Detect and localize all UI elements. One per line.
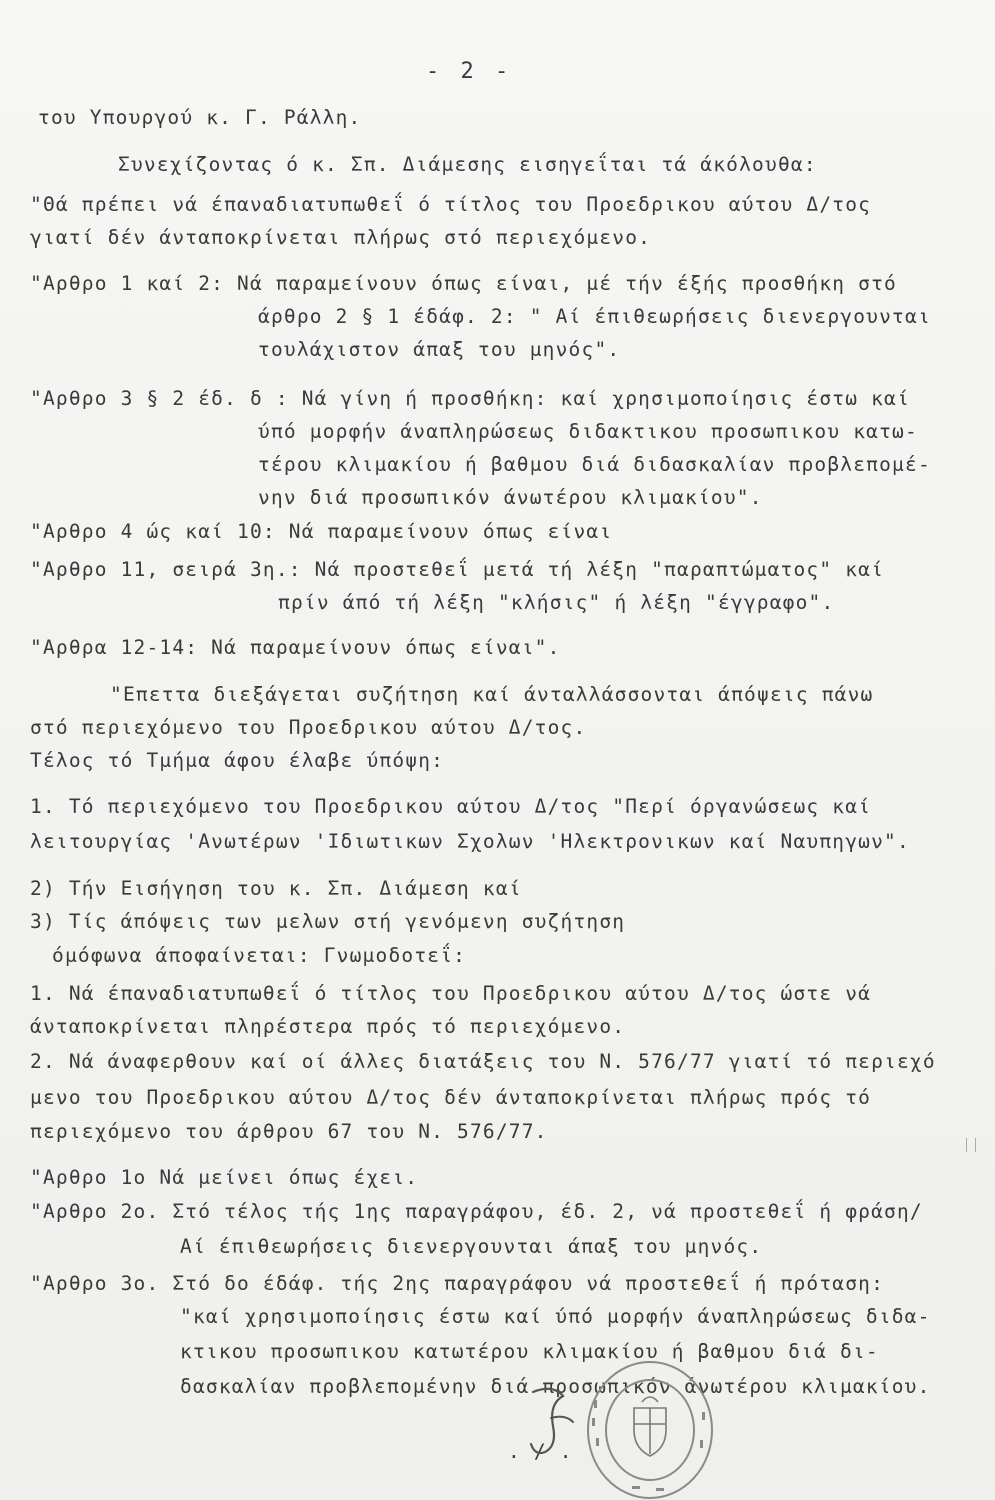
- text-line: περιεχόμενο του άρθρου 67 του Ν. 576/77.: [30, 1120, 548, 1143]
- text-line: νην διά προσωπικόν άνωτέρου κλιμακίου".: [258, 486, 763, 509]
- text-line: του Υπουργού κ. Γ. Ράλλη.: [38, 106, 362, 129]
- text-line: Αί έπιθεωρήσεις διενεργουνται άπαξ του μηνός.: [180, 1235, 763, 1258]
- text-line: "καί χρησιμοποίησις έστω καί ύπό μορφήν άναπληρώσεως διδα-: [180, 1305, 931, 1328]
- text-line: 1. Τό περιεχόμενο του Προεδρικου αύτου Δ/τος "Περί όργανώσεως καί: [30, 795, 872, 818]
- text-line: ύπό μορφήν άναπληρώσεως διδακτικου προσωπικου κατω-: [258, 420, 918, 443]
- text-line: "Αρθρο 11, σειρά 3η.: Νά προστεθεΐ μετά τή λέξη "παραπτώματος" καί: [30, 558, 885, 581]
- text-line: μενο του Προεδρικου αύτου Δ/τος δέν άνταποκρίνεται πλήρως πρός τό: [30, 1086, 872, 1109]
- text-line: 3) Τίς άπόψεις των μελων στή γενόμενη συζήτηση: [30, 910, 626, 933]
- text-line: άνταποκρίνεται πληρέστερα πρός τό περιεχόμενο.: [30, 1015, 626, 1038]
- continuation-mark: . / .: [508, 1440, 573, 1463]
- text-line: τέρου κλιμακίου ή βαθμου διά διδασκαλίαν προβλεπομέ-: [258, 453, 931, 476]
- page-number: - 2 -: [426, 59, 513, 84]
- text-line: "Αρθρο 1 καί 2: Νά παραμείνουν όπως είναι, μέ τήν έξής προσθήκη στό: [30, 272, 897, 295]
- text-line: "Αρθρο 1ο Νά μείνει όπως έχει.: [30, 1166, 419, 1189]
- margin-mark: [966, 1138, 976, 1152]
- text-line: "Αρθρο 3 § 2 έδ. δ : Νά γίνη ή προσθήκη: καί χρησιμοποίησις έστω καί: [30, 387, 910, 410]
- text-line: "Θά πρέπει νά έπαναδιατυπωθεΐ ό τίτλος του Προεδρικου αύτου Δ/τος: [30, 193, 872, 216]
- text-line: 2) Τήν Εισήγηση του κ. Σπ. Διάμεση καί: [30, 877, 522, 900]
- text-line: στό περιεχόμενο του Προεδρικου αύτου Δ/τος.: [30, 716, 587, 739]
- text-line: λειτουργίας 'Ανωτέρων 'Ιδιωτικων Σχολων 'Ηλεκτρονικων καί Ναυπηγων".: [30, 830, 910, 853]
- text-line: "Επεττα διεξάγεται συζήτηση καί άνταλλάσσονται άπόψεις πάνω: [110, 683, 874, 706]
- text-line: άρθρο 2 § 1 έδάφ. 2: " Αί έπιθεωρήσεις διενεργουνται: [258, 305, 931, 328]
- text-line: "Αρθρα 12-14: Νά παραμείνουν όπως είναι".: [30, 636, 561, 659]
- text-line: "Αρθρο 3ο. Στό δο έδάφ. τής 2ης παραγράφου νά προστεθεΐ ή πρόταση:: [30, 1272, 885, 1295]
- text-line: όμόφωνα άποφαίνεται: Γνωμοδοτεΐ:: [52, 944, 467, 967]
- text-line: τουλάχιστον άπαξ του μηνός".: [258, 338, 621, 361]
- text-line: πρίν άπό τή λέξη "κλήσις" ή λέξη "έγγραφο".: [278, 591, 835, 614]
- text-line: δασκαλίαν προβλεπομένην διά προσωπικόν άνωτέρου κλιμακίου.: [180, 1375, 931, 1398]
- text-line: Συνεχίζοντας ό κ. Σπ. Διάμεσης εισηγεΐται τά άκόλουθα:: [118, 153, 817, 176]
- handwritten-signature: [515, 1380, 595, 1460]
- text-line: "Αρθρο 4 ώς καί 10: Νά παραμείνουν όπως είναι: [30, 520, 613, 543]
- text-line: Τέλος τό Τμήμα άφου έλαβε ύπόψη:: [30, 749, 445, 772]
- text-line: κτικου προσωπικου κατωτέρου κλιμακίου ή βαθμου διά δι-: [180, 1340, 879, 1363]
- text-line: γιατί δέν άνταποκρίνεται πλήρως στό περιεχόμενο.: [30, 226, 652, 249]
- text-line: 2. Νά άναφερθουν καί οί άλλες διατάξεις του Ν. 576/77 γιατί τό περιεχό: [30, 1050, 936, 1073]
- text-line: 1. Νά έπαναδιατυπωθεΐ ό τίτλος του Προεδρικου αύτου Δ/τος ώστε νά: [30, 982, 872, 1005]
- coat-of-arms-icon: [634, 1397, 666, 1456]
- text-line: "Αρθρο 2ο. Στό τέλος τής 1ης παραγράφου, έδ. 2, νά προστεθεΐ ή φράση/: [30, 1200, 923, 1223]
